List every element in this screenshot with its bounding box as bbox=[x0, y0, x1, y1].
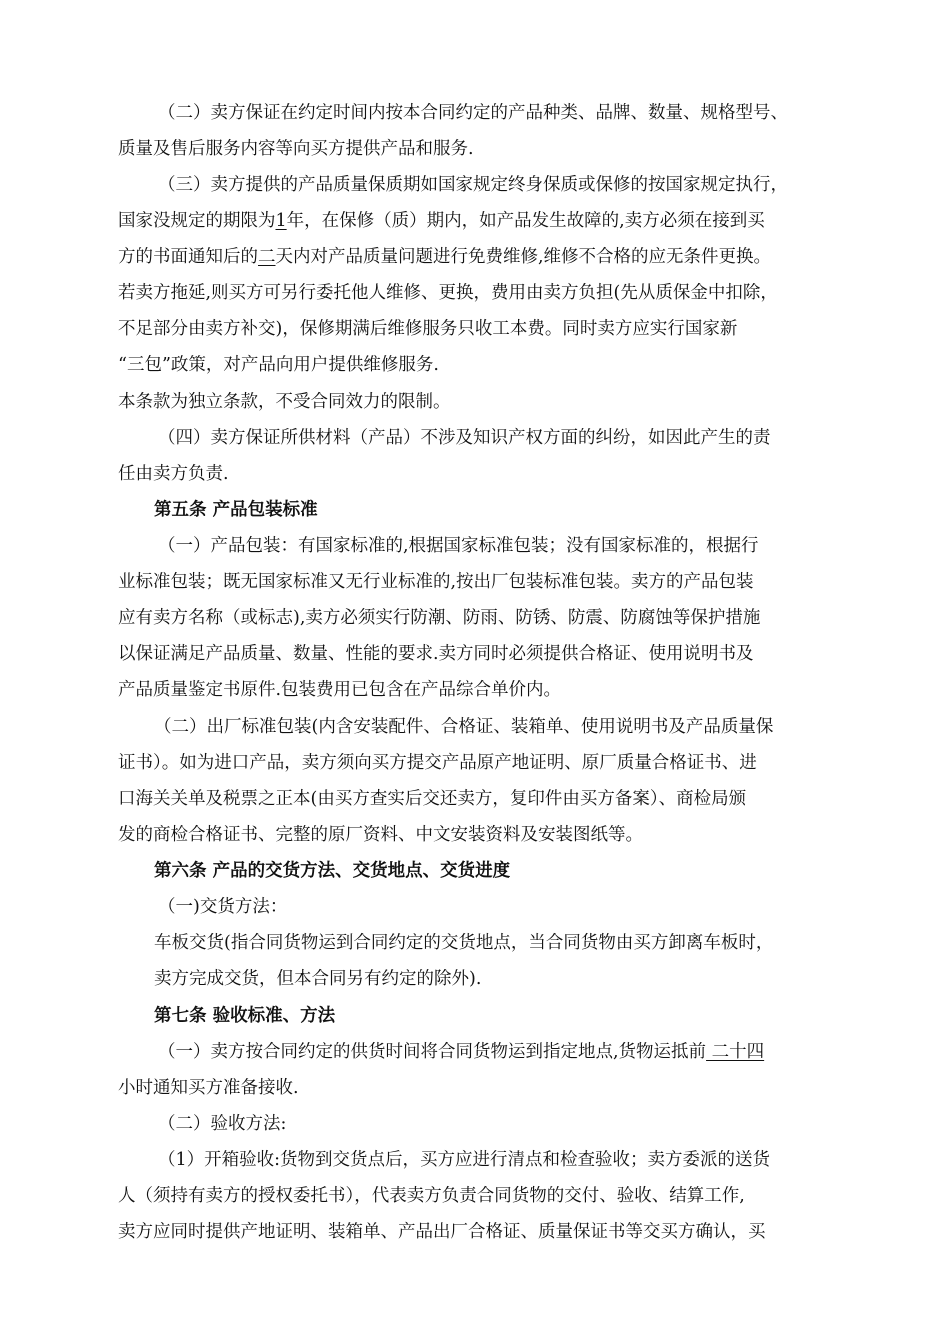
article-7-text: （一）卖方按合同约定的供货时间将合同货物运到指定地点,货物运抵前 bbox=[158, 1042, 707, 1062]
article-7-heading: 第七条 验收标准、方法 bbox=[154, 1006, 336, 1026]
article-5-s2-line-2: 证书）。如为进口产品，卖方须向买方提交产品原产地证明、原厂质量合格证书、进 bbox=[118, 753, 757, 773]
article-6-s1-title: （一)交货方法： bbox=[158, 897, 288, 917]
warranty-years-value: 1 bbox=[275, 211, 287, 231]
para-3-line-1: （三）卖方提供的产品质量保质期如国家规定终身保质或保修的按国家规定执行， bbox=[158, 175, 788, 195]
para-3-line-2 bbox=[118, 209, 765, 233]
article-5-s2-line-4: 发的商检合格证书、完整的原厂资料、中文安装资料及安装图纸等。 bbox=[118, 825, 643, 845]
para-4-line-2: 任由卖方负责. bbox=[118, 464, 229, 484]
para-3-line-6: “三包”政策，对产品向用户提供维修服务. bbox=[118, 355, 439, 375]
para-3-text: 国家没规定的期限为 bbox=[118, 211, 276, 231]
para-3-text: 天内对产品质量问题进行免费维修,维修不合格的应无条件更换。 bbox=[275, 247, 772, 267]
article-5-s1-line-5: 产品质量鉴定书原件.包装费用已包含在产品综合单价内。 bbox=[118, 680, 562, 700]
repair-days-value: 二 bbox=[258, 247, 276, 267]
independent-clause: 本条款为独立条款，不受合同效力的限制。 bbox=[118, 392, 451, 412]
para-2-line-1: （二）卖方保证在约定时间内按本合同约定的产品种类、品牌、数量、规格型号、 bbox=[158, 103, 788, 123]
article-5-s2-line-3: 口海关关单及税票之正本(由买方查实后交还卖方，复印件由买方备案）、商检局颁 bbox=[118, 789, 747, 809]
article-7-item-1-line-1: （1）开箱验收:货物到交货点后，买方应进行清点和检查验收；卖方委派的送货 bbox=[158, 1150, 771, 1170]
article-6-s1-line-1: 车板交货(指合同货物运到合同约定的交货地点，当合同货物由买方卸离车板时， bbox=[154, 933, 774, 953]
article-6-s1-line-2: 卖方完成交货，但本合同另有约定的除外). bbox=[154, 969, 482, 989]
para-3-line-3 bbox=[118, 245, 771, 269]
article-6-heading: 第六条 产品的交货方法、交货地点、交货进度 bbox=[154, 861, 511, 881]
article-5-s1-line-3: 应有卖方名称（或标志),卖方必须实行防潮、防雨、防锈、防震、防腐蚀等保护措施 bbox=[118, 608, 761, 628]
article-5-s1-line-4: 以保证满足产品质量、数量、性能的要求.卖方同时必须提供合格证、使用说明书及 bbox=[118, 644, 754, 664]
para-4-line-1: （四）卖方保证所供材料（产品）不涉及知识产权方面的纠纷，如因此产生的责 bbox=[158, 428, 771, 448]
article-5-heading: 第五条 产品包装标准 bbox=[154, 500, 318, 520]
para-3-line-4: 若卖方拖延,则买方可另行委托他人维修、更换，费用由卖方负担(先从质保金中扣除， bbox=[118, 283, 778, 303]
article-5-s1-line-2: 业标准包装；既无国家标准又无行业标准的,按出厂包装标准包装。卖方的产品包装 bbox=[118, 572, 754, 592]
article-7-s1-line-1 bbox=[158, 1040, 764, 1064]
notice-hours-value: 二十四 bbox=[706, 1042, 765, 1062]
para-3-text: 年，在保修（质）期内，如产品发生故障的,卖方必须在接到买 bbox=[286, 211, 765, 231]
article-7-s2-title: （二）验收方法: bbox=[158, 1114, 287, 1134]
article-5-s1-line-1: （一）产品包装：有国家标准的,根据国家标准包装；没有国家标准的，根据行 bbox=[158, 536, 759, 556]
article-7-item-1-line-3: 卖方应同时提供产地证明、装箱单、产品出厂合格证、质量保证书等交买方确认，买 bbox=[118, 1222, 766, 1242]
para-3-text: 方的书面通知后的 bbox=[118, 247, 258, 267]
para-2-line-2: 质量及售后服务内容等向买方提供产品和服务. bbox=[118, 139, 474, 159]
article-5-s2-line-1: （二）出厂标准包装(内含安装配件、合格证、装箱单、使用说明书及产品质量保 bbox=[154, 717, 774, 737]
article-7-s1-line-2: 小时通知买方准备接收. bbox=[118, 1078, 299, 1098]
article-7-item-1-line-2: 人（须持有卖方的授权委托书），代表卖方负责合同货物的交付、验收、结算工作, bbox=[118, 1186, 745, 1206]
para-3-line-5: 不足部分由卖方补交)，保修期满后维修服务只收工本费。同时卖方应实行国家新 bbox=[118, 319, 738, 339]
